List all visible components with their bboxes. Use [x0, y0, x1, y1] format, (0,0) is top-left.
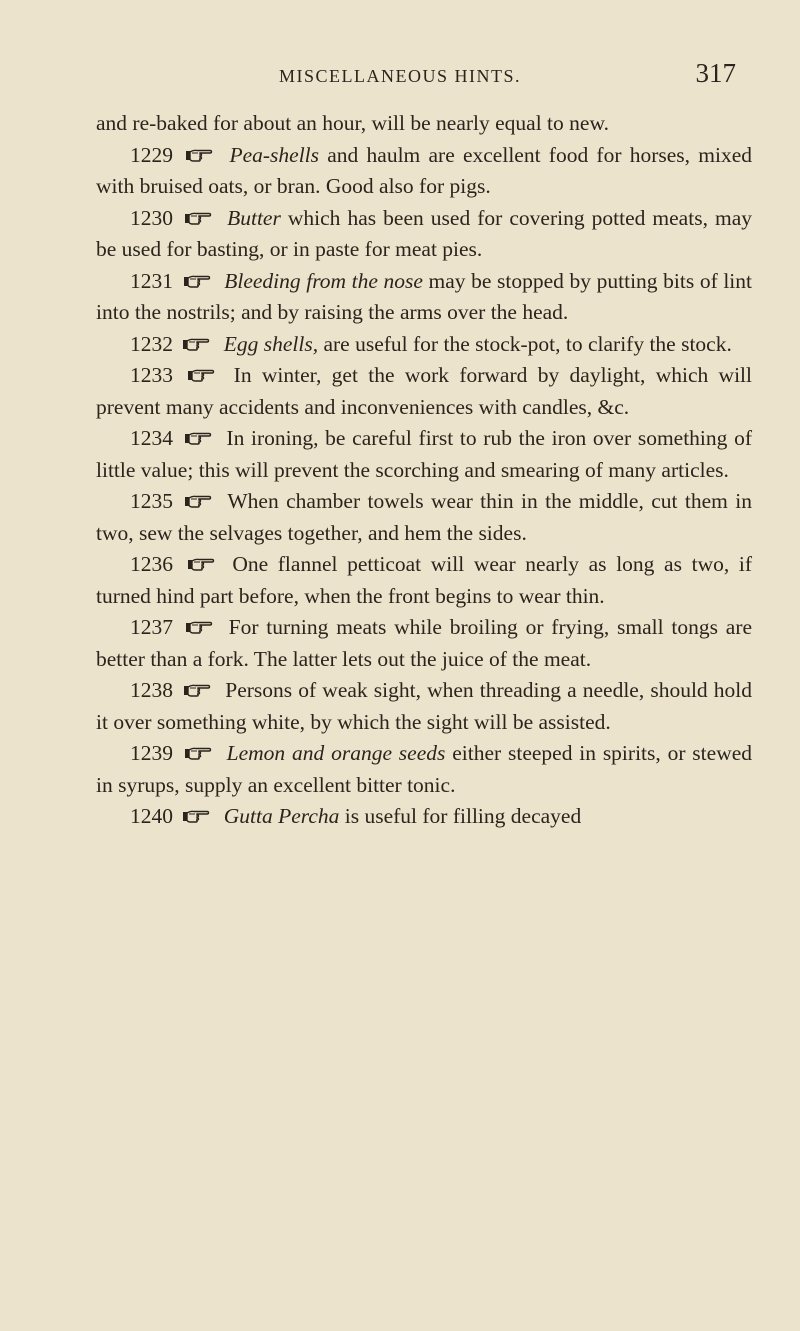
hint-text: which has been used for covering potted meats, may be used for basting, or in paste for meat pies.	[96, 205, 753, 261]
hint-text: Persons of weak sight, when threading a needle, should hold it over something white, by which the sight will be assisted.	[96, 678, 753, 734]
page-header	[0, 56, 800, 96]
pointing-hand-icon	[185, 620, 213, 635]
hint-title: Butter	[227, 205, 281, 230]
hint-paragraph	[96, 266, 752, 329]
hint-paragraph	[96, 486, 752, 549]
pointing-hand-icon	[182, 809, 210, 824]
hint-paragraph	[96, 549, 752, 612]
hint-text: either steeped in spirits, or stewed in syrups, supply an excellent bitter tonic.	[96, 741, 753, 797]
hint-title: Bleeding from the nose	[224, 268, 423, 293]
hint-paragraph	[96, 203, 752, 266]
pointing-hand-icon	[187, 368, 215, 383]
hint-text: and haulm are excellent food for horses, mixed with bruised oats, or bran. Good also for pigs.	[96, 142, 753, 198]
hint-paragraph	[96, 801, 752, 833]
hint-number: 1234	[130, 426, 173, 450]
hint-text: One flannel petticoat will wear nearly as long as two, if turned hind part before, when the front begins to wear thin.	[96, 552, 753, 608]
pointing-hand-icon	[187, 557, 215, 572]
hint-title: Pea-shells	[229, 142, 320, 167]
hint-number: 1239	[130, 741, 173, 765]
hint-title: Gutta Percha	[223, 804, 340, 828]
pointing-hand-icon	[183, 274, 211, 289]
hint-number: 1238	[130, 678, 173, 702]
hint-text: When chamber towels wear thin in the middle, cut them in two, sew the selvages together, and hem the sides.	[96, 489, 752, 545]
hint-number: 1237	[130, 615, 173, 639]
pointing-hand-icon	[184, 494, 212, 509]
pointing-hand-icon	[182, 337, 210, 352]
hint-paragraph	[96, 423, 752, 486]
hint-number: 1231	[130, 268, 173, 293]
running-head: MISCELLANEOUS HINTS.	[278, 66, 521, 86]
hint-text: are useful for the stock-pot, to clarify the stock.	[318, 331, 732, 356]
pointing-hand-icon	[183, 683, 211, 698]
hint-text: For turning meats while broiling or frying, small tongs are better than a fork. The latter lets out the juice of the meat.	[96, 615, 753, 671]
hint-title: Egg shells,	[223, 331, 319, 356]
hint-paragraph	[96, 140, 752, 203]
pointing-hand-icon	[184, 746, 212, 761]
hint-number: 1233	[130, 363, 173, 387]
body-text	[96, 108, 752, 833]
hint-number: 1232	[130, 331, 173, 356]
pointing-hand-icon	[185, 148, 213, 163]
hint-text: may be stopped by putting bits of lint into the nostrils; and by raising the arms over the head.	[96, 268, 753, 324]
hint-number: 1236	[130, 552, 173, 576]
hints-list	[96, 140, 752, 833]
hint-number: 1240	[130, 804, 173, 828]
hint-text: In ironing, be careful first to rub the iron over something of little value; this will prevent the scorching and smearing of many articles.	[96, 426, 753, 482]
continuation-paragraph: and re-baked for about an hour, will be nearly equal to new.	[96, 111, 609, 135]
hint-number: 1235	[130, 489, 173, 513]
hint-text: In winter, get the work forward by daylight, which will prevent many accidents and inconveniences with candles, &c.	[96, 363, 753, 419]
hint-paragraph	[96, 738, 752, 801]
hint-paragraph	[96, 329, 752, 361]
pointing-hand-icon	[184, 211, 212, 226]
hint-text: is useful for filling decayed	[339, 804, 582, 828]
hint-paragraph	[96, 360, 752, 423]
hint-number: 1229	[130, 142, 173, 167]
hint-paragraph	[96, 675, 752, 738]
page-number: 317	[695, 58, 736, 88]
hint-title: Lemon and orange seeds	[226, 741, 446, 765]
hint-paragraph	[96, 612, 752, 675]
hint-number: 1230	[130, 205, 173, 230]
pointing-hand-icon	[184, 431, 212, 446]
